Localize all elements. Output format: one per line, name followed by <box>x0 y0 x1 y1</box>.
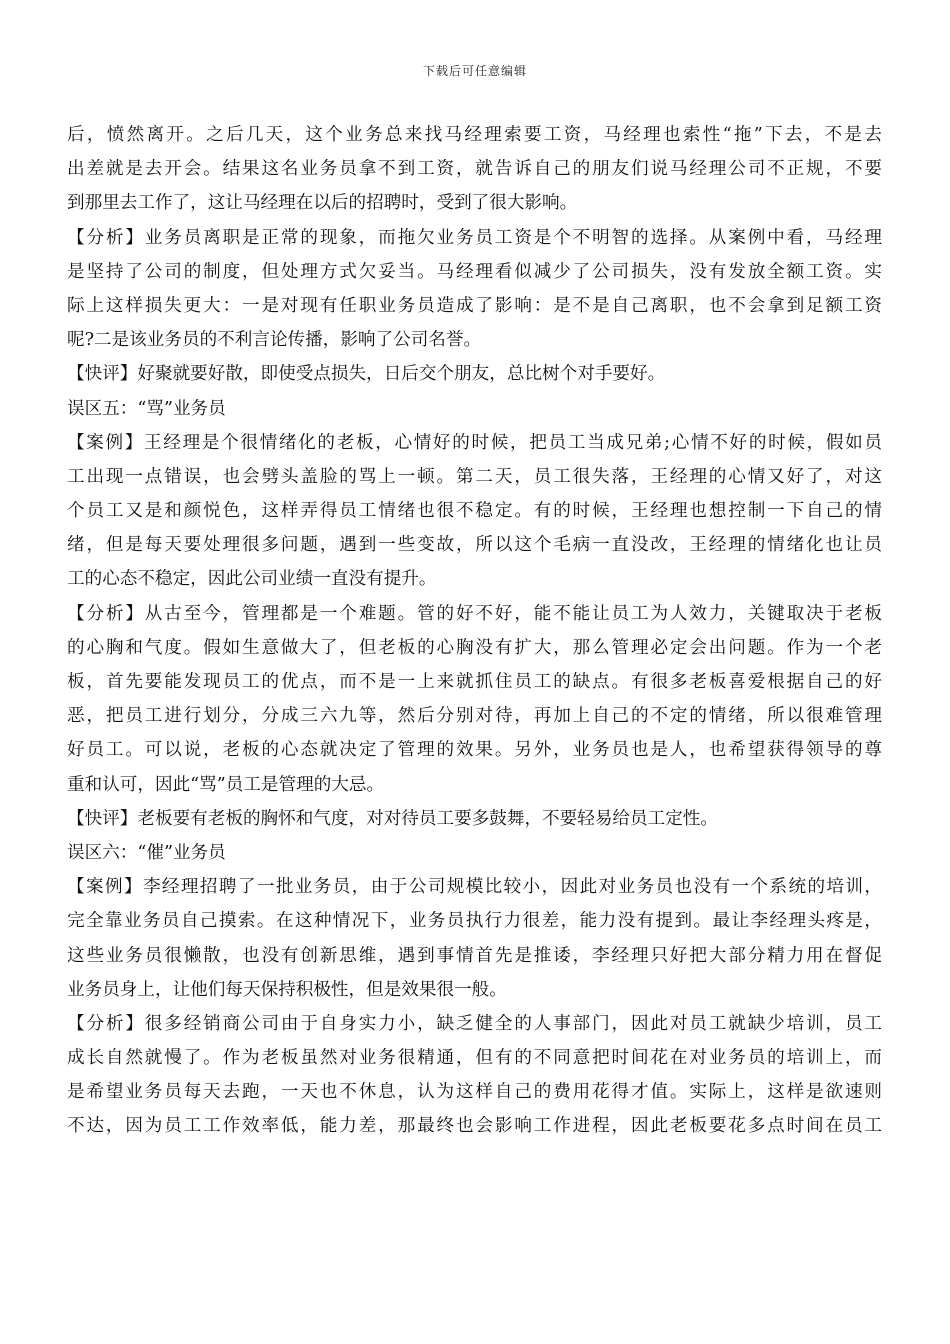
text-line: 工出现一点错误，也会劈头盖脸的骂上一顿。第二天，员工很失落，王经理的心情又好了，对这 <box>67 466 882 487</box>
text-line: 好员工。可以说，老板的心态就决定了管理的效果。另外，业务员也是人，也希望获得领导的尊 <box>67 740 882 761</box>
text-line: 恶，把员工进行划分，分成三六九等，然后分别对待，再加上自己的不定的情绪，所以很难管理 <box>67 706 882 727</box>
text-line: 绪，但是每天要处理很多问题，遇到一些变故，所以这个毛病一直没改，王经理的情绪化也让员 <box>67 535 882 556</box>
text-line: 【案例】李经理招聘了一批业务员，由于公司规模比较小，因此对业务员也没有一个系统的培训， <box>67 877 882 898</box>
text-line: 【分析】很多经销商公司由于自身实力小，缺乏健全的人事部门，因此对员工就缺少培训，员工 <box>67 1013 882 1034</box>
text-line: 出差就是去开会。结果这名业务员拿不到工资，就告诉自己的朋友们说马经理公司不正规，不要 <box>67 159 882 180</box>
text-line: 【分析】从古至今，管理都是一个难题。管的好不好，能不能让员工为人效力，关键取决于老板 <box>67 603 882 624</box>
text-line: 【案例】王经理是个很情绪化的老板，心情好的时候，把员工当成兄弟;心情不好的时候，假如员 <box>67 432 882 453</box>
text-line: 到那里去工作了，这让马经理在以后的招聘时，受到了很大影响。 <box>67 193 578 214</box>
text-line: 完全靠业务员自己摸索。在这种情况下，业务员执行力很差，能力没有提到。最让李经理头疼是， <box>67 911 882 932</box>
page-header: 下载后可任意编辑 <box>422 64 527 78</box>
text-line: 板，首先要能发现员工的优点，而不是一上来就抓住员工的缺点。有很多老板喜爱根据自己的好 <box>67 672 882 692</box>
text-line: 的心胸和气度。假如生意做大了，但老板的心胸没有扩大，那么管理必定会出问题。作为一个老 <box>67 637 882 658</box>
text-line: 是希望业务员每天去跑，一天也不休息，认为这样自己的费用花得才值。实际上，这样是欲速则 <box>67 1082 882 1103</box>
text-line: 后，愤然离开。之后几天，这个业务总来找马经理索要工资，马经理也索性“拖”下去，不是去 <box>67 125 882 145</box>
document-body <box>67 118 882 1144</box>
text-line: 成长自然就慢了。作为老板虽然对业务很精通，但有的不同意把时间花在对业务员的培训上，而 <box>67 1048 882 1069</box>
text-line: 误区六：“催”业务员 <box>67 842 226 863</box>
text-line: 是坚持了公司的制度，但处理方式欠妥当。马经理看似减少了公司损失，没有发放全额工资。实 <box>67 261 882 282</box>
text-line: 个员工又是和颜悦色，这样弄得员工情绪也很不稳定。有的时候，王经理也想控制一下自己的情 <box>67 501 882 522</box>
text-line: 误区五：“骂”业务员 <box>67 398 226 419</box>
text-line: 工的心态不稳定，因此公司业绩一直没有提升。 <box>67 569 437 590</box>
text-line: 际上这样损失更大：一是对现有任职业务员造成了影响：是不是自己离职，也不会拿到足额工资 <box>67 295 882 316</box>
text-line: 【分析】业务员离职是正常的现象，而拖欠业务员工资是个不明智的选择。从案例中看，马经理 <box>67 227 882 248</box>
text-line: 业务员身上，让他们每天保持积极性，但是效果很一般。 <box>67 979 507 1000</box>
text-line: 【快评】老板要有老板的胸怀和气度，对对待员工要多鼓舞，不要轻易给员工定性。 <box>67 808 718 829</box>
text-line: 不达，因为员工工作效率低，能力差，那最终也会影响工作进程，因此老板要花多点时间在员工 <box>67 1116 882 1137</box>
text-line: 呢?二是该业务员的不利言论传播，影响了公司名誉。 <box>67 330 482 351</box>
text-line: 【快评】好聚就要好散，即使受点损失，日后交个朋友，总比树个对手要好。 <box>67 364 666 385</box>
text-line: 重和认可，因此“骂”员工是管理的大忌。 <box>67 774 385 795</box>
text-line: 这些业务员很懒散，也没有创新思维，遇到事情首先是推诿，李经理只好把大部分精力用在督促 <box>67 945 882 966</box>
